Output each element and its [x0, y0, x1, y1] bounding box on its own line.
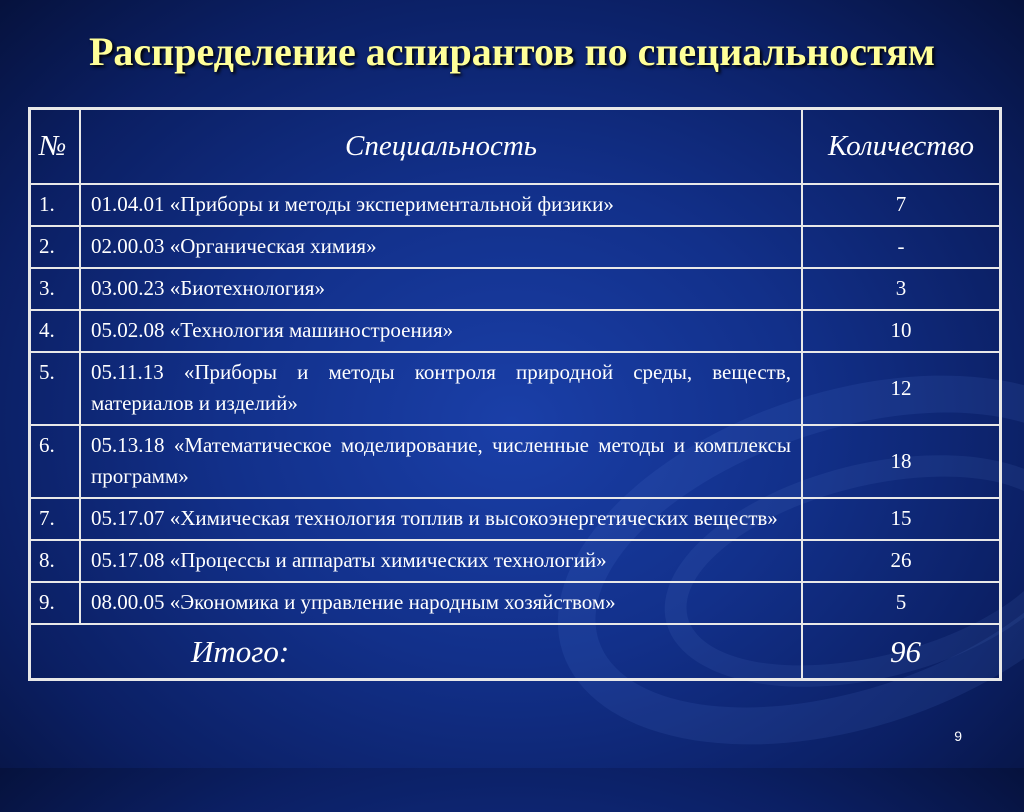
row-number: 5. — [30, 352, 81, 425]
header-number: № — [30, 109, 81, 185]
row-quantity: 5 — [802, 582, 1001, 624]
row-number: 1. — [30, 184, 81, 226]
table-header-row — [30, 109, 1001, 185]
row-quantity: 15 — [802, 498, 1001, 540]
table-row — [30, 582, 1001, 624]
row-specialty: 05.13.18 «Математическое моделирование, численные методы и комплексы программ» — [80, 425, 802, 498]
total-value: 96 — [802, 624, 1001, 680]
row-specialty: 03.00.23 «Биотехнология» — [80, 268, 802, 310]
row-quantity: - — [802, 226, 1001, 268]
table-row — [30, 310, 1001, 352]
row-quantity: 7 — [802, 184, 1001, 226]
row-quantity: 18 — [802, 425, 1001, 498]
row-specialty: 05.11.13 «Приборы и методы контроля природной среды, веществ, материалов и изделий» — [80, 352, 802, 425]
row-specialty: 08.00.05 «Экономика и управление народным хозяйством» — [80, 582, 802, 624]
row-number: 7. — [30, 498, 81, 540]
specialties-table — [28, 107, 1002, 681]
table-row — [30, 540, 1001, 582]
header-specialty: Специальность — [80, 109, 802, 185]
row-specialty: 02.00.03 «Органическая химия» — [80, 226, 802, 268]
row-number: 8. — [30, 540, 81, 582]
table-row — [30, 425, 1001, 498]
row-specialty: 05.17.07 «Химическая технология топлив и высокоэнергетических веществ» — [80, 498, 802, 540]
page-number: 9 — [954, 728, 962, 744]
row-quantity: 26 — [802, 540, 1001, 582]
row-number: 6. — [30, 425, 81, 498]
table-row — [30, 268, 1001, 310]
table-row — [30, 498, 1001, 540]
row-specialty: 05.02.08 «Технология машиностроения» — [80, 310, 802, 352]
row-quantity: 3 — [802, 268, 1001, 310]
slide-title: Распределение аспирантов по специальностям — [88, 29, 936, 74]
total-label: Итого: — [30, 624, 803, 680]
row-number: 2. — [30, 226, 81, 268]
table-row — [30, 184, 1001, 226]
row-specialty: 01.04.01 «Приборы и методы экспериментальной физики» — [80, 184, 802, 226]
table-row — [30, 352, 1001, 425]
row-number: 3. — [30, 268, 81, 310]
row-specialty: 05.17.08 «Процессы и аппараты химических технологий» — [80, 540, 802, 582]
row-quantity: 12 — [802, 352, 1001, 425]
header-quantity: Количество — [802, 109, 1001, 185]
row-number: 4. — [30, 310, 81, 352]
row-number: 9. — [30, 582, 81, 624]
row-quantity: 10 — [802, 310, 1001, 352]
table-row — [30, 226, 1001, 268]
total-row — [30, 624, 1001, 680]
